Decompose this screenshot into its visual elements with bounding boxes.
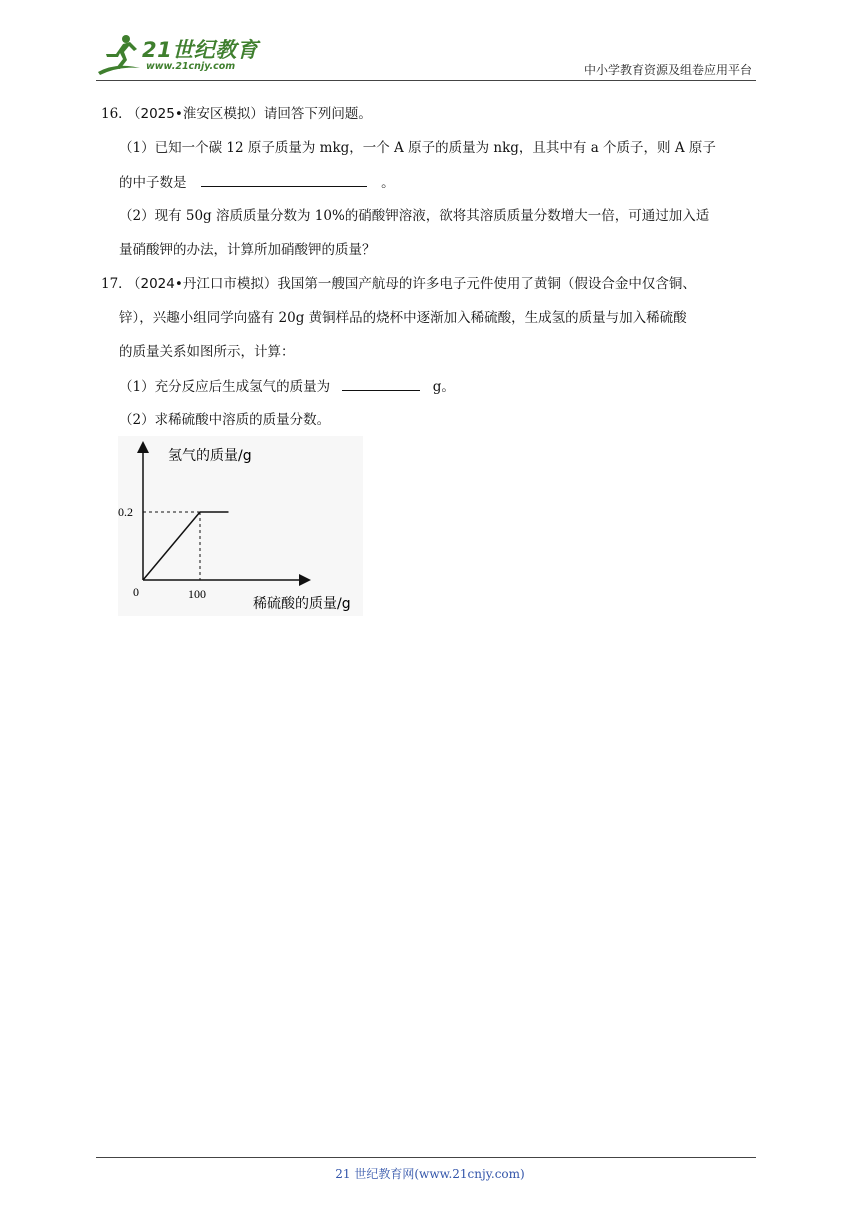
q17-stem-text-3: 的质量关系如图所示，计算：: [119, 344, 295, 360]
footer-text: 21 世纪教育网(www.21cnjy.com): [335, 1167, 525, 1181]
q16-part1-end: 。: [381, 175, 395, 191]
q16-number: 16．: [101, 106, 132, 122]
q16-part2-text-2: 量硝酸钾的办法，计算所加硝酸钾的质量？: [119, 242, 376, 258]
q16-source: （2025•淮安区模拟）: [127, 106, 264, 122]
q17-answer-blank[interactable]: [342, 378, 420, 391]
q16-part1-text-2: 的中子数是: [119, 175, 187, 191]
q16-part2-text: （2）现有 50g 溶质质量分数为 10%的硝酸钾溶液，欲将其溶质质量分数增大一倍，可通过加入适: [119, 208, 710, 224]
q17-part1-text: （1）充分反应后生成氢气的质量为: [119, 379, 331, 395]
x-tick-label: 100: [188, 587, 206, 601]
q17-number: 17．: [101, 276, 132, 292]
logo-url: www.21cnjy.com: [146, 61, 236, 72]
q17-part1-unit: g。: [432, 379, 455, 395]
platform-slogan: 中小学教育资源及组卷应用平台: [583, 63, 752, 77]
footer-divider: [96, 1157, 756, 1158]
page-header: [96, 30, 756, 80]
x-axis-label: 稀硫酸的质量/g: [253, 596, 351, 612]
q17-part2-text: （2）求稀硫酸中溶质的质量分数。: [119, 412, 331, 428]
q17-stem-text-2: 锌），兴趣小组同学向盛有 20g 黄铜样品的烧杯中逐渐加入稀硫酸，生成氢的质量与加入稀硫酸: [119, 310, 687, 326]
q16-stem-text: 请回答下列问题。: [263, 106, 372, 122]
site-logo: [96, 30, 266, 78]
y-tick-label: 0.2: [118, 505, 133, 519]
chart-svg: [118, 436, 363, 616]
runner-logo-icon: [96, 32, 144, 76]
logo-text: 21世纪教育: [142, 38, 259, 62]
q17-stem-text: 我国第一艘国产航母的许多电子元件使用了黄铜（假设合金中仅含铜、: [277, 276, 696, 292]
q17-source: （2024•丹江口市模拟）: [127, 276, 278, 292]
header-divider: [96, 80, 756, 81]
origin-label: 0: [133, 585, 139, 599]
q16-answer-blank[interactable]: [201, 174, 367, 187]
data-segment-1: [143, 512, 200, 580]
hydrogen-mass-chart: [118, 436, 363, 616]
y-axis-label: 氢气的质量/g: [168, 448, 252, 464]
q16-part1-text: （1）已知一个碳 12 原子质量为 mkg，一个 A 原子的质量为 nkg，且其中有 a 个质子，则 A 原子: [119, 140, 716, 156]
